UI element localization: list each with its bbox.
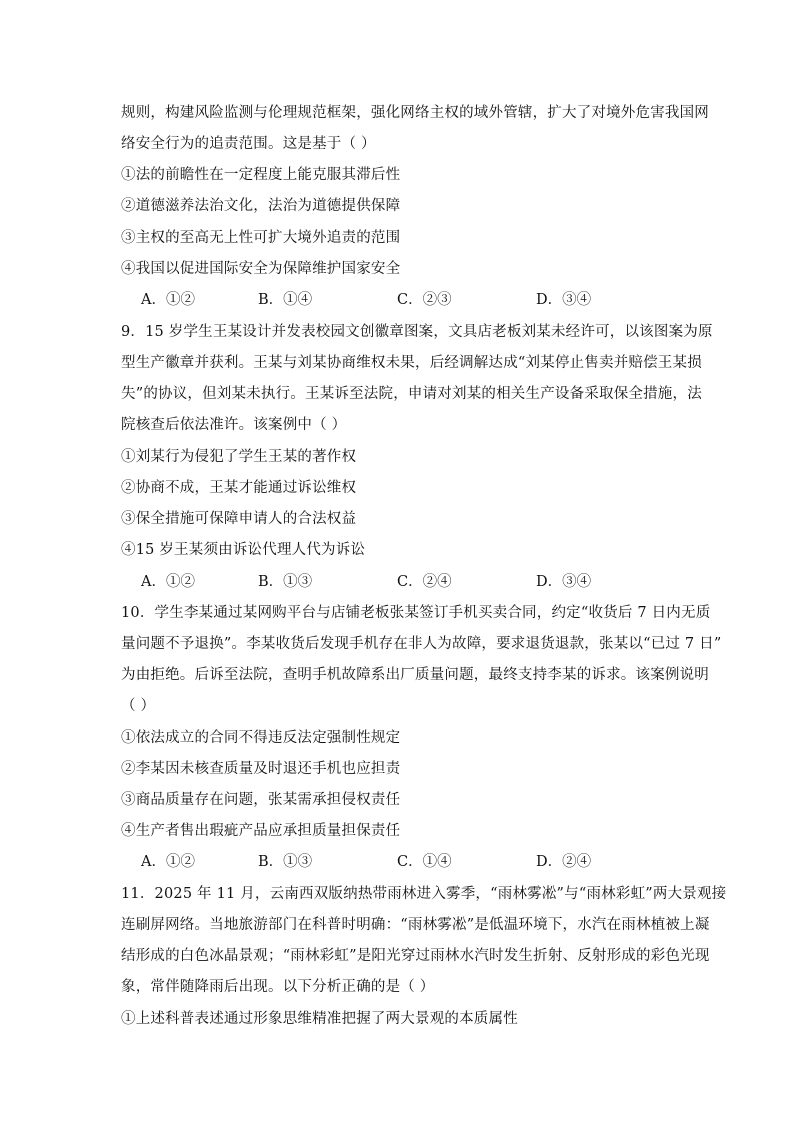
q9-stem-line-1: 9．15 岁学生王某设计并发表校园文创徽章图案，文具店老板刘某未经许可，以该图案为原 — [121, 324, 713, 340]
q9-statement-1: ①刘某行为侵犯了学生王某的著作权 — [121, 449, 357, 465]
q11-stem-line-4: 象，常伴随降雨后出现。以下分析正确的是（ ） — [121, 979, 435, 995]
q9-options — [0, 572, 794, 592]
q8-statement-4: ④我国以促进国际安全为保障维护国家安全 — [121, 261, 401, 277]
q10-stem-line-4: （ ） — [121, 698, 156, 714]
q8-option-b[interactable]: B．①④ — [258, 292, 313, 308]
q10-option-c[interactable]: C．①④ — [397, 854, 452, 870]
q8-statement-3: ③主权的至高无上性可扩大境外追责的范围 — [121, 230, 401, 246]
q10-option-d[interactable]: D．②④ — [536, 854, 592, 870]
q8-statement-2: ②道德滋养法治文化，法治为道德提供保障 — [121, 198, 401, 214]
q8-option-d[interactable]: D．③④ — [536, 292, 592, 308]
q10-statement-4: ④生产者售出瑕疵产品应承担质量担保责任 — [121, 823, 401, 839]
q8-option-c[interactable]: C．②③ — [397, 292, 452, 308]
q8-statement-1: ①法的前瞻性在一定程度上能克服其滞后性 — [121, 167, 401, 183]
q10-option-a[interactable]: A．①② — [141, 854, 195, 870]
q9-stem-line-2: 型生产徽章并获利。王某与刘某协商维权未果，后经调解达成“刘某停止售卖并赔偿王某损 — [121, 355, 702, 371]
q9-statement-2: ②协商不成，王某才能通过诉讼维权 — [121, 480, 357, 496]
q8-stem-line-1: 规则，构建风险监测与伦理规范框架，强化网络主权的域外管辖，扩大了对境外危害我国网 — [121, 105, 709, 121]
q10-option-b[interactable]: B．①③ — [258, 854, 313, 870]
q11-statement-1: ①上述科普表述通过形象思维精准把握了两大景观的本质属性 — [121, 1011, 518, 1027]
q10-options — [0, 852, 794, 872]
q9-stem-line-4: 院核查后依法准许。该案例中（ ） — [121, 417, 347, 433]
q11-stem-line-2: 连刷屏网络。当地旅游部门在科普时明确：“雨林雾凇”是低温环境下，水汽在雨林植被上凝 — [121, 917, 710, 933]
q8-stem-line-2: 络安全行为的追责范围。这是基于（ ） — [121, 136, 376, 152]
q10-stem-line-2: 量问题不予退换”。李某收货后发现手机存在非人为故障，要求退货退款，张某以“已过 7 日” — [121, 636, 722, 652]
q9-statement-4: ④15 岁王某须由诉讼代理人代为诉讼 — [121, 542, 366, 558]
q10-statement-1: ①依法成立的合同不得违反法定强制性规定 — [121, 730, 401, 746]
q10-statement-2: ②李某因未核查质量及时退还手机也应担责 — [121, 761, 401, 777]
q10-statement-3: ③商品质量存在问题，张某需承担侵权责任 — [121, 792, 401, 808]
q9-statement-3: ③保全措施可保障申请人的合法权益 — [121, 511, 357, 527]
q11-stem-line-3: 结形成的白色冰晶景观；“雨林彩虹”是阳光穿过雨林水汽时发生折射、反射形成的彩色光现 — [121, 948, 710, 964]
q9-stem-line-3: 失”的协议，但刘某未执行。王某诉至法院，申请对刘某的相关生产设备采取保全措施，法 — [121, 386, 702, 402]
q8-options — [0, 290, 794, 310]
q9-option-d[interactable]: D．③④ — [536, 574, 592, 590]
q11-stem-line-1: 11．2025 年 11 月，云南西双版纳热带雨林进入雾季，“雨林雾凇”与“雨林彩虹”两大景观接 — [121, 886, 727, 902]
q10-stem-line-3: 为由拒绝。后诉至法院，查明手机故障系出厂质量问题，最终支持李某的诉求。该案例说明 — [121, 667, 709, 683]
q9-option-a[interactable]: A．①② — [141, 574, 195, 590]
q9-option-b[interactable]: B．①③ — [258, 574, 313, 590]
q8-option-a[interactable]: A．①② — [141, 292, 195, 308]
q10-stem-line-1: 10．学生李某通过某网购平台与店铺老板张某签订手机买卖合同，约定“收货后 7 日内无质 — [121, 605, 711, 621]
q9-option-c[interactable]: C．②④ — [397, 574, 452, 590]
